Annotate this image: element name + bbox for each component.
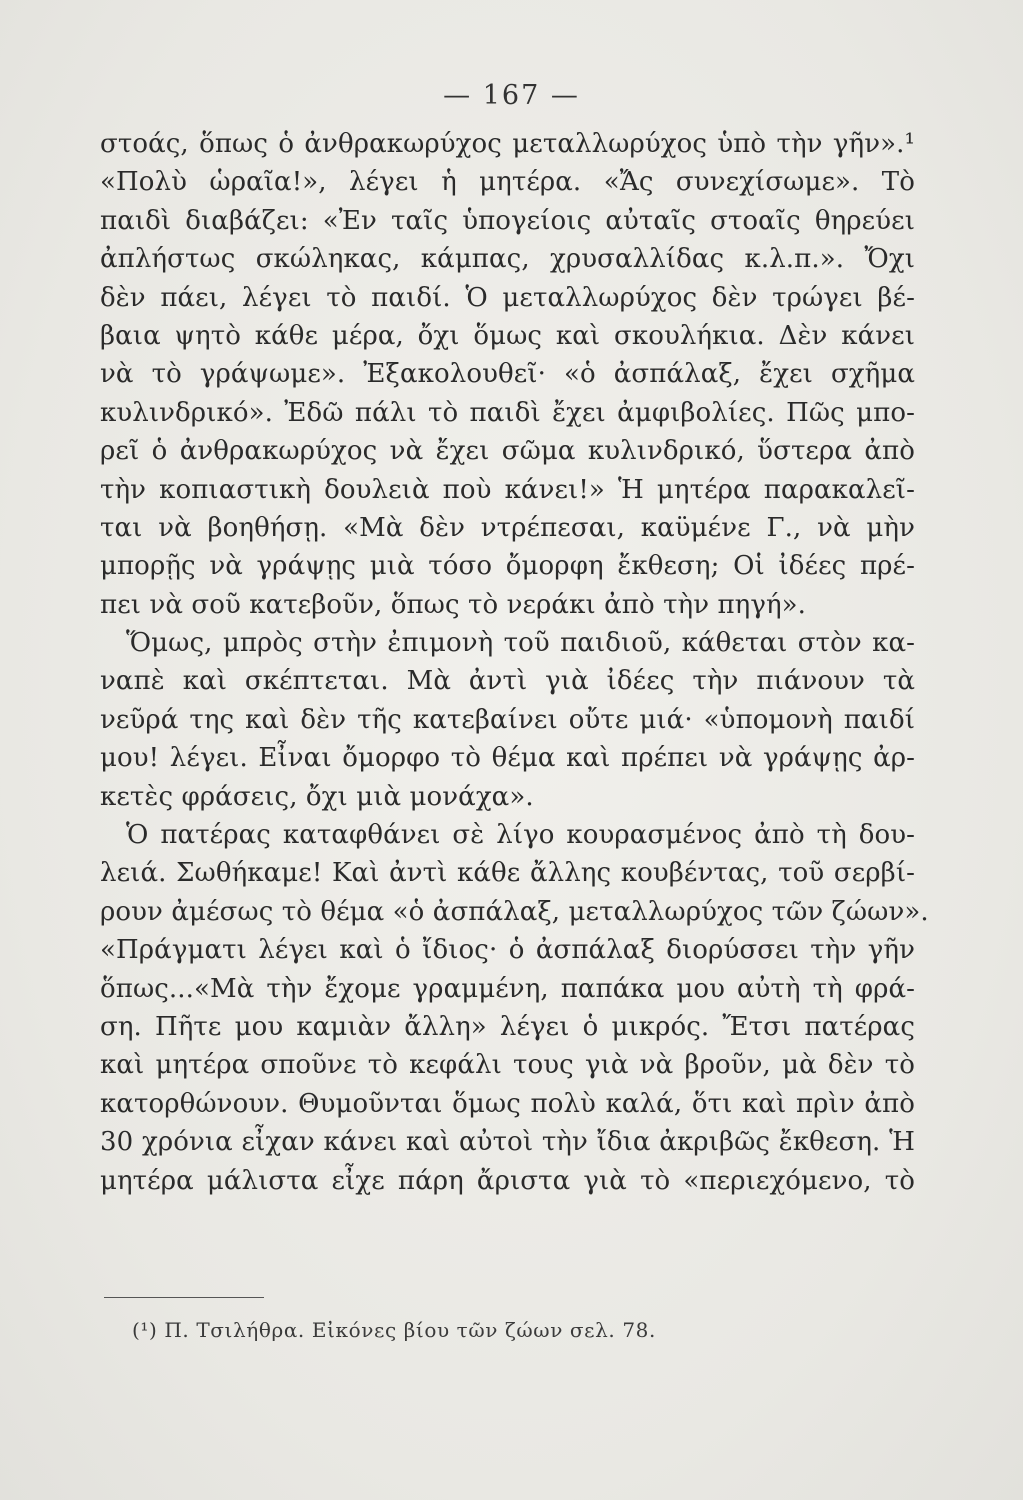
text-line: μητέρα μάλιστα εἶχε πάρη ἄριστα γιὰ τὸ «περιεχόμενο, τὸ	[100, 1165, 915, 1196]
text-line: «Πολὺ ὡραῖα!», λέγει ἡ μητέρα. «Ἄς συνεχίσωμε». Τὸ	[100, 167, 915, 198]
text-line: κυλινδρικό». Ἐδῶ πάλι τὸ παιδὶ ἔχει ἀμφιβολίες. Πῶς μπο-	[100, 397, 915, 428]
text-line: ἀπλήστως σκώληκας, κάμπας, χρυσαλλίδας κ.λ.π.». Ὄχι	[100, 244, 915, 275]
text-line: 30 χρόνια εἶχαν κάνει καὶ αὐτοὶ τὴν ἴδια ἀκριβῶς ἔκθεση. Ἡ	[100, 1127, 915, 1158]
text-line: κετὲς φράσεις, ὄχι μιὰ μονάχα».	[100, 781, 534, 812]
text-line: ὅπως...«Μὰ τὴν ἔχομε γραμμένη, παπάκα μου αὐτὴ τὴ φρά-	[100, 973, 915, 1004]
text-line: Ὁ πατέρας καταφθάνει σὲ λίγο κουρασμένος ἀπὸ τὴ δου-	[126, 820, 915, 851]
footnote: (¹) Π. Τσιλήθρα. Εἰκόνες βίου τῶν ζώων σελ. 78.	[132, 1318, 656, 1342]
text-line: βαια ψητὸ κάθε μέρα, ὄχι ὅμως καὶ σκουλήκια. Δὲν κάνει	[100, 320, 915, 351]
text-line: «Πράγματι λέγει καὶ ὁ ἴδιος· ὁ ἀσπάλαξ διορύσσει τὴν γῆν	[100, 935, 915, 966]
text-line: ναπὲ καὶ σκέπτεται. Μὰ ἀντὶ γιὰ ἰδέες τὴν πιάνουν τὰ	[100, 666, 915, 697]
text-line: τὴν κοπιαστικὴ δουλειὰ ποὺ κάνει!» Ἡ μητέρα παρακαλεῖ-	[100, 474, 915, 505]
text-line: ται νὰ βοηθήσῃ. «Μὰ δὲν ντρέπεσαι, καϋμένε Γ., νὰ μὴν	[100, 512, 915, 543]
page-number: — 167 —	[443, 80, 580, 111]
text-line: ρεῖ ὁ ἀνθρακωρύχος νὰ ἔχει σῶμα κυλινδρικό, ὕστερα ἀπὸ	[100, 436, 915, 467]
text-line: κατορθώνουν. Θυμοῦνται ὅμως πολὺ καλά, ὅτι καὶ πρὶν ἀπὸ	[100, 1088, 915, 1119]
text-line: πει νὰ σοῦ κατεβοῦν, ὅπως τὸ νεράκι ἀπὸ τὴν πηγή».	[100, 589, 807, 620]
text-line: μπορῇς νὰ γράψῃς μιὰ τόσο ὄμορφη ἔκθεση; Οἱ ἰδέες πρέ-	[100, 551, 915, 582]
text-line: νεῦρά της καὶ δὲν τῆς κατεβαίνει οὔτε μιά· «ὑπομονὴ παιδί	[100, 704, 915, 735]
body-text	[100, 125, 929, 1200]
footnote-divider	[104, 1297, 264, 1298]
text-line: μου! λέγει. Εἶναι ὄμορφο τὸ θέμα καὶ πρέπει νὰ γράψῃς ἀρ-	[100, 743, 915, 774]
text-line: στοάς, ὅπως ὁ ἀνθρακωρύχος μεταλλωρύχος ὑπὸ τὴν γῆν».¹	[100, 129, 915, 159]
text-line: λειά. Σωθήκαμε! Καὶ ἀντὶ κάθε ἄλλης κουβέντας, τοῦ σερβί-	[100, 858, 915, 889]
text-line: δὲν πάει, λέγει τὸ παιδί. Ὁ μεταλλωρύχος δὲν τρώγει βέ-	[100, 282, 915, 313]
text-line: παιδὶ διαβάζει: «Ἐν ταῖς ὑπογείοις αὐταῖς στοαῖς θηρεύει	[100, 205, 915, 236]
text-line: Ὅμως, μπρὸς στὴν ἐπιμονὴ τοῦ παιδιοῦ, κάθεται στὸν κα-	[126, 628, 915, 659]
text-line: καὶ μητέρα σποῦνε τὸ κεφάλι τους γιὰ νὰ βροῦν, μὰ δὲν τὸ	[100, 1050, 915, 1081]
text-line: ση. Πῆτε μου καμιὰν ἄλλη» λέγει ὁ μικρός. Ἔτσι πατέρας	[100, 1011, 915, 1042]
text-line: ρουν ἀμέσως τὸ θέμα «ὁ ἀσπάλαξ, μεταλλωρύχος τῶν ζώων».	[100, 896, 929, 927]
text-line: νὰ τὸ γράψωμε». Ἐξακολουθεῖ· «ὁ ἀσπάλαξ, ἔχει σχῆμα	[100, 359, 915, 390]
